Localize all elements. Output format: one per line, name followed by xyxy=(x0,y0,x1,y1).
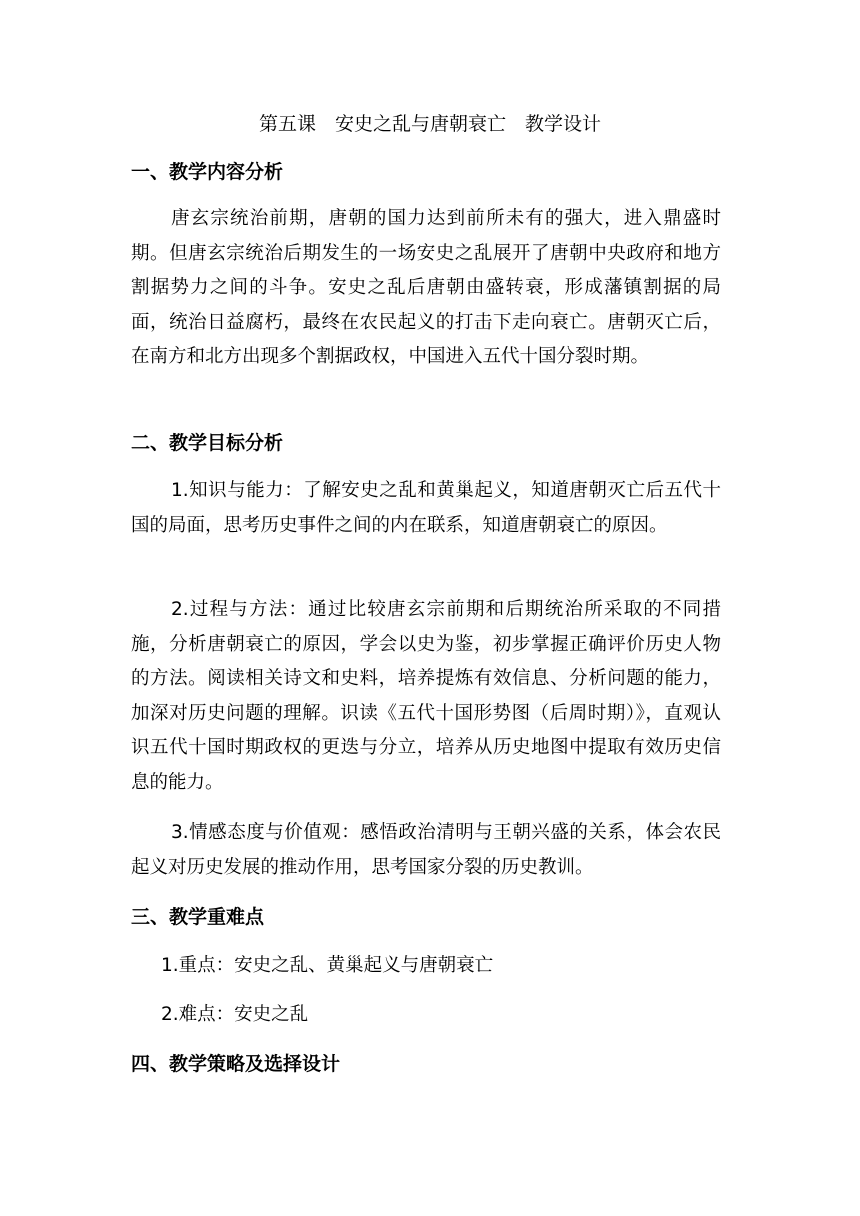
objective-process-paragraph: 2.过程与方法：通过比较唐玄宗前期和后期统治所采取的不同措施，分析唐朝衰亡的原因，学会以史为鉴，初步掌握正确评价历史人物的方法。阅读相关诗文和史料，培养提炼有效信息、分析问题的能力，加深对历史问题的理解。识读《五代十国形势图（后周时期）》，直观认识五代十国时期政权的更迭与分立，培养从历史地图中提取有效历史信息的能力。 xyxy=(131,599,721,793)
content-analysis-paragraph: 唐玄宗统治前期，唐朝的国力达到前所未有的强大，进入鼎盛时期。但唐玄宗统治后期发生的一场安史之乱展开了唐朝中央政府和地方割据势力之间的斗争。安史之乱后唐朝由盛转衰，形成藩镇割据的局面，统治日益腐朽，最终在农民起义的打击下走向衰亡。唐朝灭亡后，在南方和北方出现多个割据政权，中国进入五代十国分裂时期。 xyxy=(131,208,721,367)
section-heading-content-analysis: 一、教学内容分析 xyxy=(131,161,284,183)
document-title: 第五课 安史之乱与唐朝衰亡 教学设计 xyxy=(258,113,601,135)
section-heading-strategy: 四、教学策略及选择设计 xyxy=(131,1053,341,1075)
key-point-item: 1.重点：安史之乱、黄巢起义与唐朝衰亡 xyxy=(161,955,494,976)
section-heading-key-points: 三、教学重难点 xyxy=(131,906,265,928)
objective-values-paragraph: 3.情感态度与价值观：感悟政治清明与王朝兴盛的关系，体会农民起义对历史发展的推动作用，思考国家分裂的历史教训。 xyxy=(131,822,721,878)
section-heading-objectives: 二、教学目标分析 xyxy=(131,432,284,454)
difficult-point-item: 2.难点：安史之乱 xyxy=(161,1004,309,1025)
objective-knowledge-paragraph: 1.知识与能力：了解安史之乱和黄巢起义，知道唐朝灭亡后五代十国的局面，思考历史事件之间的内在联系，知道唐朝衰亡的原因。 xyxy=(131,480,721,536)
